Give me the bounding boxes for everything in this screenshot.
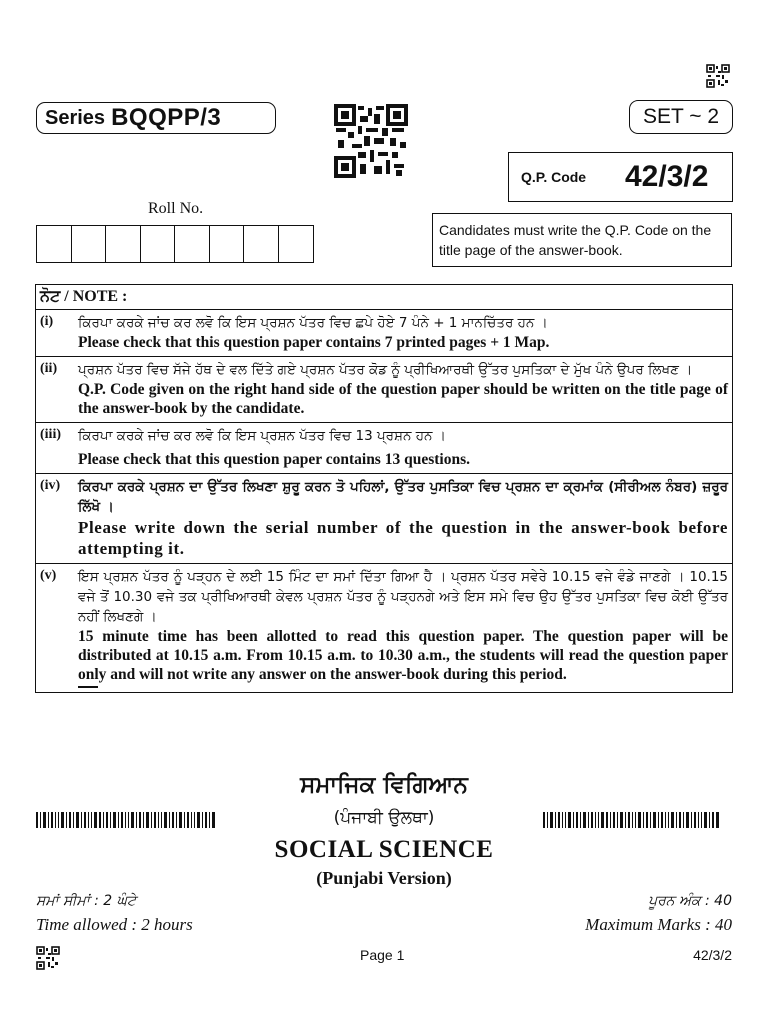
roll-no-box <box>175 226 210 262</box>
note-item-english: 15 minute time has been allotted to read this question paper. The question paper will be distributed at 10.15 a.m. From 10.15 a.m. to 10.30 a.m., the students will read the question paper only and will not write any answer on the answer-book during this period. <box>78 628 728 683</box>
subject-title-english: SOCIAL SCIENCE <box>274 836 494 863</box>
set-box: SET ~ 2 <box>629 100 733 134</box>
note-item-number: (ii) <box>36 357 77 423</box>
note-heading: ਨੋਟ / NOTE : <box>40 288 128 305</box>
note-item <box>36 423 733 474</box>
series-box <box>36 102 276 134</box>
series-label: Series <box>45 106 106 129</box>
time-allowed-punjabi: ਸਮਾਂ ਸੀਮਾਂ : 2 ਘੰਟੇ <box>36 893 137 909</box>
note-item-punjabi: ਕਿਰਪਾ ਕਰਕੇ ਜਾਂਚ ਕਰ ਲਵੋ ਕਿ ਇਸ ਪ੍ਰਸ਼ਨ ਪੱਤਰ ਵਿਚ 13 ਪ੍ਰਸ਼ਨ ਹਨ । <box>78 428 446 444</box>
roll-no-box <box>141 226 176 262</box>
note-item-number: (iv) <box>36 474 77 564</box>
version-punjabi: (ਪੰਜਾਬੀ ਉਲਥਾ) <box>333 808 435 828</box>
roll-no-box <box>37 226 72 262</box>
qr-code-small-bottom <box>36 946 60 970</box>
dash-mark <box>78 686 98 688</box>
max-marks-punjabi: ਪੂਰਨ ਅੰਕ : 40 <box>648 893 732 909</box>
qp-code-label: Q.P. Code <box>521 169 587 185</box>
note-item-english: Q.P. Code given on the right hand side of the question paper should be written on the title page of the answer-book by the candidate. <box>78 381 728 417</box>
note-item <box>36 310 733 357</box>
version-english: (Punjabi Version) <box>316 868 452 888</box>
roll-no-grid <box>36 225 314 263</box>
roll-no-box <box>210 226 245 262</box>
note-item <box>36 564 733 693</box>
note-item-english: Please check that this question paper contains 13 questions. <box>78 451 470 468</box>
note-item <box>36 474 733 564</box>
note-table <box>35 284 733 693</box>
subject-title-punjabi: ਸਮਾਜਿਕ ਵਿਗਿਆਨ <box>300 772 468 798</box>
note-item-punjabi: ਕਿਰਪਾ ਕਰਕੇ ਜਾਂਚ ਕਰ ਲਵੋ ਕਿ ਇਸ ਪ੍ਰਸ਼ਨ ਪੱਤਰ ਵਿਚ ਛਪੇ ਹੋਏ 7 ਪੰਨੇ + 1 ਮਾਨਚਿੱਤਰ ਹਨ । <box>78 315 548 331</box>
roll-no-label: Roll No. <box>148 200 204 217</box>
candidates-instruction-box: Candidates must write the Q.P. Code on the title page of the answer-book. <box>432 213 732 267</box>
roll-no-box <box>106 226 141 262</box>
note-item-punjabi: ਕਿਰਪਾ ਕਰਕੇ ਪ੍ਰਸ਼ਨ ਦਾ ਉੱਤਰ ਲਿਖਣਾ ਸ਼ੁਰੂ ਕਰਨ ਤੋ ਪਹਿਲਾਂ, ਉੱਤਰ ਪੁਸਤਿਕਾ ਵਿਚ ਪ੍ਰਸ਼ਨ ਦਾ ਕ੍ਰਮਾਂਕ (ਸੀਰੀਅਲ ਨੰਬਰ) ਜ਼ਰੂਰ ਲਿੱਖੋ । <box>78 479 728 515</box>
series-value: BQQPP/3 <box>111 104 222 131</box>
note-item-english: Please write down the serial number of the question in the answer-book before attempting it. <box>78 518 728 558</box>
note-item-number: (v) <box>36 564 77 693</box>
roll-no-box <box>244 226 279 262</box>
qp-code-value: 42/3/2 <box>625 160 709 193</box>
qr-code-center <box>334 104 408 178</box>
note-item-number: (iii) <box>36 423 77 474</box>
note-item <box>36 357 733 423</box>
note-item-punjabi: ਪ੍ਰਸ਼ਨ ਪੱਤਰ ਵਿਚ ਸੱਜੇ ਹੱਥ ਦੇ ਵਲ ਦਿੱਤੇ ਗਏ ਪ੍ਰਸ਼ਨ ਪੱਤਰ ਕੋਡ ਨੂੰ ਪ੍ਰੀਖਿਆਰਥੀ ਉੱਤਰ ਪੁਸਤਿਕਾ ਦੇ ਮੁੱਖ ਪੰਨੇ ਉਪਰ ਲਿਖਣ । <box>78 362 693 378</box>
time-allowed-english: Time allowed : 2 hours <box>36 915 193 934</box>
note-item-english: Please check that this question paper contains 7 printed pages + 1 Map. <box>78 334 550 351</box>
roll-no-box <box>279 226 314 262</box>
note-item-number: (i) <box>36 310 77 357</box>
footer-qp-code: 42/3/2 <box>693 947 732 963</box>
note-item-punjabi: ਇਸ ਪ੍ਰਸ਼ਨ ਪੱਤਰ ਨੂੰ ਪੜ੍ਹਨ ਦੇ ਲਈ 15 ਮਿੰਟ ਦਾ ਸਮਾਂ ਦਿੱਤਾ ਗਿਆ ਹੈ । ਪ੍ਰਸ਼ਨ ਪੱਤਰ ਸਵੇਰੇ 10.15 ਵਜੇ ਵੰਡੇ ਜਾਣਗੇ । 10.15 ਵਜੇ ਤੋਂ 10.30 ਵਜੇ ਤਕ ਪ੍ਰੀਖਿਆਰਥੀ ਕੇਵਲ ਪ੍ਰਸ਼ਨ ਪੱਤਰ ਨੂੰ ਪੜ੍ਹਨਗੇ ਅਤੇ ਇਸ ਸਮੇ ਵਿਚ ਉਹ ਉੱਤਰ ਪੁਸਤਿਕਾ ਵਿਚ ਕੋਈ ਉੱਤਰ ਨਹੀਂ ਲਿਖਣਗੇ । <box>78 569 728 625</box>
page-number: Page 1 <box>360 947 405 963</box>
roll-no-box <box>72 226 107 262</box>
qr-code-small-top <box>706 64 730 88</box>
qp-code-box <box>508 152 733 202</box>
max-marks-english: Maximum Marks : 40 <box>585 915 732 934</box>
